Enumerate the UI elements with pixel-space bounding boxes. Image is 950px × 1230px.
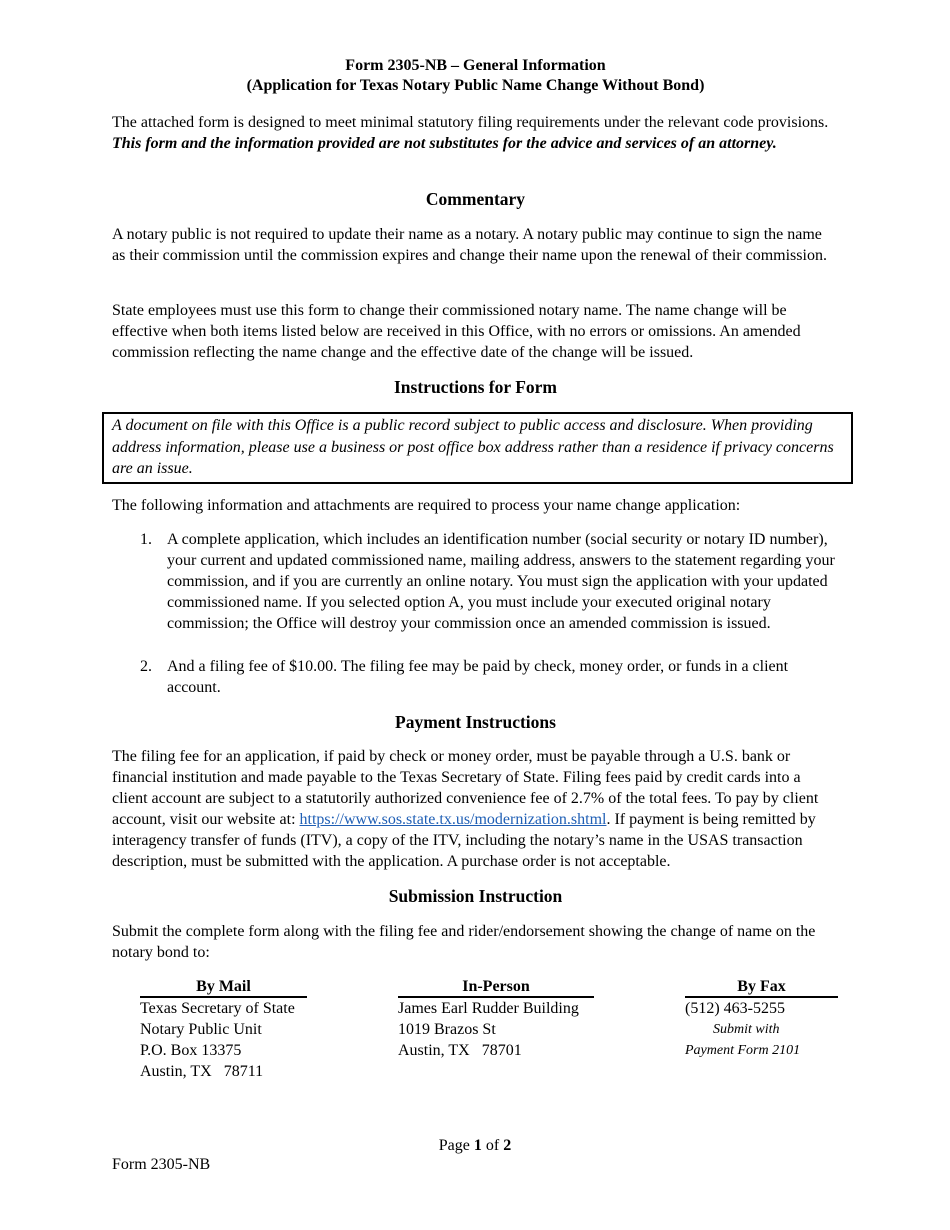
list-item-number: 1. xyxy=(140,531,152,548)
in-person-address-line: Austin, TX 78701 xyxy=(398,1042,522,1059)
in-person-heading: In-Person xyxy=(398,977,594,998)
list-item-text: A complete application, which includes an identification number (social security or notary ID number), your current and updated commissioned name, mailing address, answers to the statement regarding your commission, and if you are currently an online notary. You must sign the application with your updated commissioned name. If you selected option A, you must include your executed original notary commission; the Office will destroy your commission once an amended commission is issued. xyxy=(167,531,835,632)
payment-paragraph xyxy=(112,746,839,872)
fax-note-submit-with: Submit with xyxy=(713,1022,780,1037)
page-total: 2 xyxy=(503,1137,512,1154)
commentary-paragraph-1: A notary public is not required to update their name as a notary. A notary public may continue to sign the name as their commission until the commission expires and change their name upon the renewal of their commission. xyxy=(112,226,827,264)
intro-disclaimer: This form and the information provided are not substitutes for the advice and services of an attorney. xyxy=(112,135,777,152)
page-current: 1 xyxy=(473,1137,482,1154)
form-title: Form 2305-NB – General Information xyxy=(345,57,606,74)
submission-heading: Submission Instruction xyxy=(388,886,563,906)
in-person-address-line: 1019 Brazos St xyxy=(398,1021,496,1038)
commentary-heading: Commentary xyxy=(425,189,526,209)
mail-address-line: Texas Secretary of State xyxy=(140,1000,295,1017)
by-mail-column xyxy=(140,977,307,1082)
form-subtitle: (Application for Texas Notary Public Name Change Without Bond) xyxy=(246,77,705,94)
in-person-address-line: James Earl Rudder Building xyxy=(398,1000,579,1017)
mail-address-line: Austin, TX 78711 xyxy=(140,1063,264,1080)
payment-text-after: . If payment is being remitted by interagency transfer of funds (ITV), a copy of the ITV, including the notary’s name in the USAS transaction description, must be submitted with the application. A purchase order is not acceptable. xyxy=(112,811,816,870)
by-mail-heading: By Mail xyxy=(140,977,307,998)
intro-paragraph xyxy=(112,112,839,154)
instructions-lead: The following information and attachments are required to process your name change application: xyxy=(112,497,741,514)
payment-text-before: The filing fee for an application, if paid by check or money order, must be payable through a U.S. bank or financial institution and made payable to the Texas Secretary of State. Filing fees paid by credit cards into a client account are subject to a statutorily authorized convenience fee of 2.7% of the total fees. To pay by client account, visit our website at: xyxy=(112,748,819,828)
commentary-paragraph-2: State employees must use this form to change their commissioned notary name. The name change will be effective when both items listed below are received in this Office, with no errors or omissions. An amended commission reflecting the name change and the effective date of the change will be issued. xyxy=(112,302,801,361)
in-person-column xyxy=(398,977,594,1061)
fax-note-payment-form: Payment Form 2101 xyxy=(685,1043,801,1058)
page-of: of xyxy=(481,1137,504,1154)
by-fax-heading: By Fax xyxy=(685,977,838,998)
modernization-link[interactable]: https://www.sos.state.tx.us/modernization.shtml xyxy=(299,811,607,828)
intro-text: The attached form is designed to meet minimal statutory filing requirements under the relevant code provisions. xyxy=(112,114,829,131)
privacy-notice-box: A document on file with this Office is a public record subject to public access and disclosure. When providing address information, please use a business or post office box address rather than a residence if privacy concerns are an issue. xyxy=(102,412,853,484)
list-item-text: And a filing fee of $10.00. The filing fee may be paid by check, money order, or funds in a client account. xyxy=(167,658,789,696)
submission-paragraph: Submit the complete form along with the filing fee and rider/endorsement showing the change of name on the notary bond to: xyxy=(112,923,816,961)
by-fax-column xyxy=(685,977,838,1061)
payment-heading: Payment Instructions xyxy=(395,712,556,732)
instructions-heading: Instructions for Form xyxy=(394,377,557,397)
fax-number: (512) 463-5255 xyxy=(685,1000,785,1017)
mail-address-line: P.O. Box 13375 xyxy=(140,1042,242,1059)
list-item-number: 2. xyxy=(140,658,152,675)
page-number xyxy=(0,1136,950,1156)
page-label: Page xyxy=(438,1137,474,1154)
footer-form-id: Form 2305-NB xyxy=(112,1156,211,1173)
mail-address-line: Notary Public Unit xyxy=(140,1021,262,1038)
